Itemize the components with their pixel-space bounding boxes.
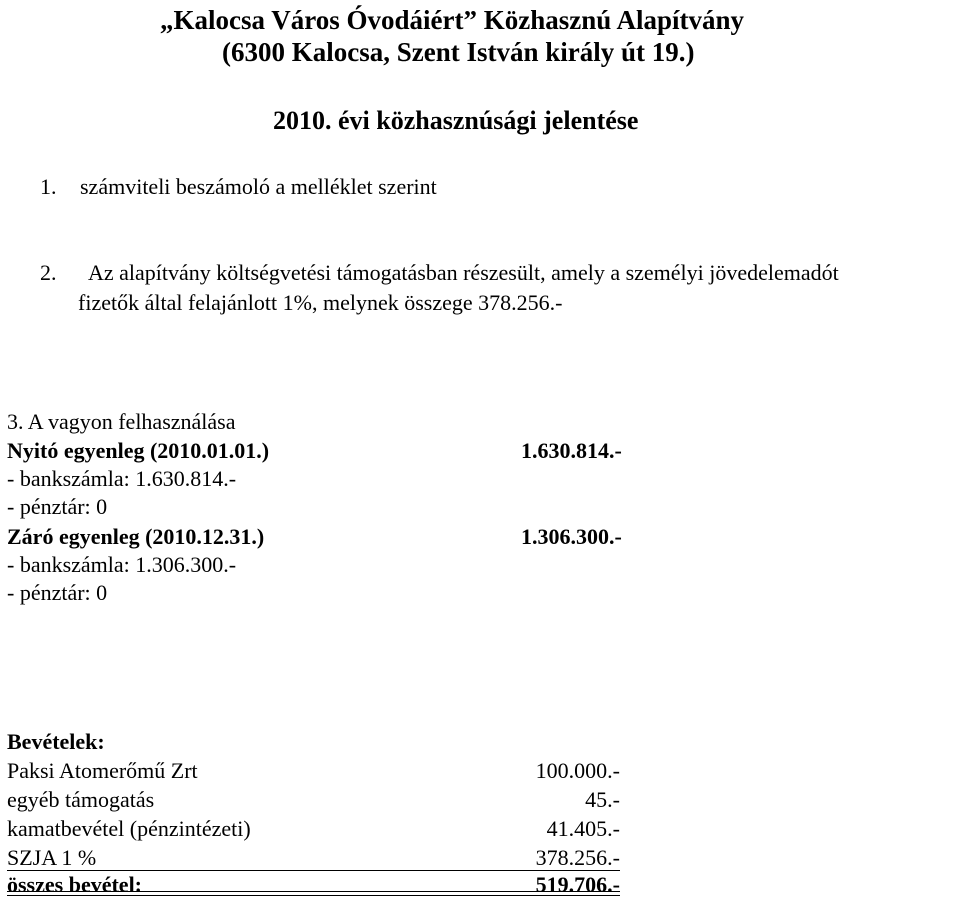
total-double-rule (7, 891, 620, 896)
income-row-value: 41.405.- (546, 816, 620, 841)
opening-cash: - pénztár: 0 (7, 494, 108, 519)
opening-balance-label: Nyitó egyenleg (2010.01.01.) (7, 438, 270, 463)
opening-balance-value: 1.630.814.- (521, 438, 622, 463)
income-row-value: 100.000.- (535, 758, 620, 783)
closing-balance-label: Záró egyenleg (2010.12.31.) (7, 524, 265, 549)
income-total-value: 519.706.- (535, 872, 620, 897)
section-2-line-1: Az alapítvány költségvetési támogatásban részesült, amely a személyi jövedelemadót (88, 260, 839, 285)
section-2-number: 2. (40, 260, 57, 285)
income-heading: Bevételek: (7, 729, 105, 754)
subtotal-rule (7, 870, 620, 871)
report-title: 2010. évi közhasznúsági jelentése (273, 106, 639, 135)
org-address: (6300 Kalocsa, Szent István király út 19.) (222, 37, 695, 67)
income-row-label: egyéb támogatás (7, 787, 155, 812)
income-row-value: 45.- (585, 787, 620, 812)
section-1-text: számviteli beszámoló a melléklet szerint (80, 174, 437, 199)
closing-balance-value: 1.306.300.- (521, 524, 622, 549)
section-1-number: 1. (40, 174, 57, 199)
section-2-line-2: fizetők által felajánlott 1%, melynek összege 378.256.- (78, 290, 563, 315)
opening-bank-account: - bankszámla: 1.630.814.- (7, 466, 237, 491)
org-name: „Kalocsa Város Óvodáiért” Közhasznú Alapítvány (160, 5, 745, 35)
income-row-label: kamatbevétel (pénzintézeti) (7, 816, 251, 841)
income-row-label: SZJA 1 % (7, 845, 97, 870)
income-row-value: 378.256.- (535, 845, 620, 870)
income-total-label: összes bevétel: (7, 872, 143, 897)
closing-bank-account: - bankszámla: 1.306.300.- (7, 552, 237, 577)
section-3-title: 3. A vagyon felhasználása (7, 409, 236, 434)
closing-cash: - pénztár: 0 (7, 580, 108, 605)
income-row-label: Paksi Atomerőmű Zrt (7, 758, 198, 783)
